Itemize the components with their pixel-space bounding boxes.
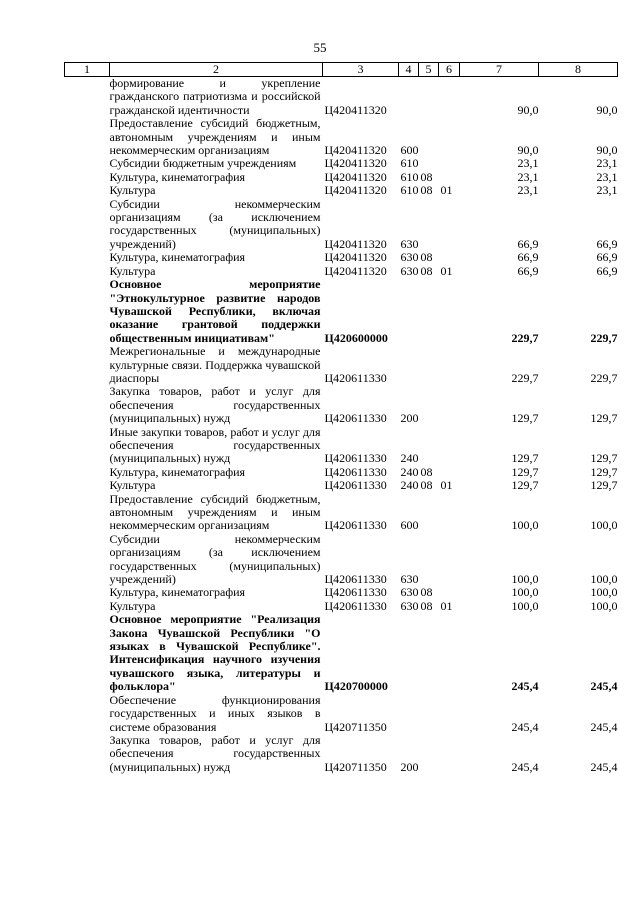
row-section: 08 (420, 263, 433, 278)
row-name: Культура (109, 183, 156, 198)
row-spacer (65, 184, 110, 197)
row-spacer (65, 493, 110, 533)
row-expense-type: 240 (400, 464, 419, 479)
table-row (65, 533, 618, 587)
row-code: Ц420611330 (324, 598, 387, 613)
row-expense-type (399, 77, 419, 118)
row-name: Предоставление субсидий бюджетным, автономным учреждениям и иным некоммерческим организациям (109, 491, 321, 533)
row-spacer (65, 251, 110, 264)
row-spacer (65, 77, 110, 118)
row-expense-type: 630 (400, 585, 419, 600)
row-name: Культура (109, 263, 156, 278)
row-amount-col7: 100,0 (511, 572, 539, 587)
row-expense-type: 610 (400, 183, 419, 198)
row-section (419, 77, 439, 118)
row-subsection (439, 694, 460, 734)
row-code: Ц420611330 (324, 451, 387, 466)
row-name: Обеспечение функционирования государственных и иных языков в системе образования (109, 692, 321, 734)
row-name: Культура (109, 478, 156, 493)
row-expense-type (399, 345, 419, 385)
row-spacer (65, 586, 110, 599)
table-row (65, 251, 618, 264)
row-amount-col7: 129,7 (511, 478, 539, 493)
row-amount-col7: 66,9 (517, 250, 539, 265)
row-expense-type (399, 694, 419, 734)
row-amount-col8: 245,4 (590, 719, 618, 734)
row-amount-col8: 100,0 (590, 518, 618, 533)
table-row (65, 734, 618, 774)
row-expense-type (399, 613, 419, 693)
row-expense-type: 630 (400, 236, 419, 251)
row-expense-type: 600 (400, 143, 419, 158)
column-header-2: 2 (110, 63, 323, 77)
row-amount-col8: 129,7 (590, 451, 618, 466)
row-section: 08 (420, 585, 433, 600)
row-amount-col8: 23,1 (596, 169, 618, 184)
row-name: Основное мероприятие "Реализация Закона Чувашской Республики "О языках в Чувашской Республике". Интенсификация научного изучения чувашского языка, литературы и фольклора" (109, 612, 321, 694)
row-amount-col8: 23,1 (596, 156, 618, 171)
row-amount-col8: 90,0 (596, 143, 618, 158)
table-row (65, 198, 618, 252)
row-expense-type: 630 (400, 263, 419, 278)
row-section (419, 117, 439, 157)
row-section: 08 (420, 478, 433, 493)
row-amount-col8: 66,9 (596, 263, 618, 278)
row-section (419, 385, 439, 425)
row-amount-col8: 229,7 (590, 370, 618, 385)
row-code: Ц420611330 (324, 464, 387, 479)
row-subsection (439, 77, 460, 118)
row-subsection (439, 426, 460, 466)
table-row (65, 385, 618, 425)
row-subsection (439, 533, 460, 587)
row-code: Ц420600000 (324, 330, 388, 345)
row-subsection (439, 117, 460, 157)
row-code: Ц420711350 (324, 759, 387, 774)
row-subsection (439, 613, 460, 693)
row-amount-col7: 245,4 (511, 719, 539, 734)
row-spacer (65, 345, 110, 385)
row-code: Ц420411320 (324, 236, 387, 251)
row-code: Ц420711350 (324, 719, 387, 734)
row-amount-col8: 66,9 (596, 250, 618, 265)
page-number: 55 (313, 40, 327, 55)
column-header-7: 7 (460, 63, 539, 77)
row-amount-col7: 129,7 (511, 411, 539, 426)
row-code: Ц420411320 (324, 250, 387, 265)
row-expense-type (399, 278, 419, 345)
row-spacer (65, 600, 110, 613)
row-code: Ц420411320 (324, 263, 387, 278)
row-amount-col8: 66,9 (596, 236, 618, 251)
table-row (65, 694, 618, 734)
row-subsection (439, 157, 460, 170)
row-name: Основное мероприятие "Этнокультурное развитие народов Чувашской Республики, включая оказание грантовой поддержки общественным инициативам" (109, 277, 321, 345)
row-subsection (439, 734, 460, 774)
row-subsection (439, 493, 460, 533)
row-name: Закупка товаров, работ и услуг для обеспечения государственных (муниципальных) нужд (109, 384, 321, 426)
row-spacer (65, 466, 110, 479)
row-amount-col7: 100,0 (511, 598, 539, 613)
row-section (419, 198, 439, 252)
row-expense-type: 240 (400, 451, 419, 466)
row-section (419, 493, 439, 533)
row-spacer (65, 385, 110, 425)
table-row (65, 171, 618, 184)
row-amount-col8: 129,7 (590, 411, 618, 426)
table-header (65, 63, 618, 77)
row-expense-type: 610 (400, 169, 419, 184)
header-row (65, 63, 618, 77)
row-amount-col8: 129,7 (590, 478, 618, 493)
row-amount-col7: 66,9 (517, 236, 539, 251)
row-amount-col7: 66,9 (517, 263, 539, 278)
row-amount-col7: 90,0 (517, 143, 539, 158)
row-amount-col8: 100,0 (590, 585, 618, 600)
table-row (65, 493, 618, 533)
row-expense-type: 610 (400, 156, 419, 171)
row-amount-col8: 100,0 (590, 598, 618, 613)
row-amount-col7: 245,4 (511, 759, 539, 774)
row-subsection: 01 (440, 598, 453, 613)
row-name: формирование и укрепление гражданского патриотизма и российской гражданской идентичности (109, 76, 321, 117)
row-subsection (439, 345, 460, 385)
row-name: Культура, кинематография (109, 250, 246, 265)
row-amount-col8: 23,1 (596, 183, 618, 198)
row-code: Ц420611330 (324, 572, 387, 587)
row-section: 08 (420, 169, 433, 184)
row-amount-col8: 100,0 (590, 572, 618, 587)
row-name: Субсидии некоммерческим организациям (за исключением государственных (муниципальных) учреждений) (109, 196, 321, 251)
row-name: Межрегиональные и международные культурные связи. Поддержка чувашской диаспоры (109, 344, 321, 385)
row-amount-col7: 245,4 (511, 679, 539, 694)
row-amount-col8: 90,0 (596, 102, 618, 117)
row-code: Ц420411320 (324, 183, 387, 198)
row-section: 08 (420, 250, 433, 265)
row-expense-type: 200 (400, 411, 419, 426)
row-name: Культура, кинематография (109, 464, 246, 479)
row-spacer (65, 426, 110, 466)
row-amount-col7: 229,7 (511, 330, 539, 345)
row-subsection: 01 (440, 263, 453, 278)
row-name: Субсидии бюджетным учреждениям (109, 156, 297, 171)
row-section (419, 426, 439, 466)
row-subsection (439, 385, 460, 425)
table-row (65, 345, 618, 385)
row-subsection (439, 198, 460, 252)
row-code: Ц420700000 (324, 679, 388, 694)
row-subsection (439, 586, 460, 599)
row-code: Ц420411320 (324, 156, 387, 171)
table-row (65, 157, 618, 170)
column-header-1: 1 (65, 63, 110, 77)
row-amount-col7: 23,1 (517, 169, 539, 184)
row-expense-type: 630 (400, 250, 419, 265)
row-amount-col8: 245,4 (590, 679, 618, 694)
row-name: Иные закупки товаров, работ и услуг для обеспечения государственных (муниципальных) нужд (109, 424, 321, 466)
row-spacer (65, 265, 110, 278)
row-spacer (65, 198, 110, 252)
row-section (419, 734, 439, 774)
row-code: Ц420611330 (324, 478, 387, 493)
row-amount-col8: 229,7 (590, 330, 618, 345)
table-row (65, 466, 618, 479)
row-name: Субсидии некоммерческим организациям (за исключением государственных (муниципальных) учреждений) (109, 531, 321, 587)
row-amount-col7: 129,7 (511, 464, 539, 479)
table-row (65, 586, 618, 599)
column-header-3: 3 (323, 63, 399, 77)
table-row (65, 184, 618, 197)
row-section (419, 157, 439, 170)
row-code: Ц420611330 (324, 518, 387, 533)
row-section: 08 (420, 183, 433, 198)
row-amount-col8: 129,7 (590, 464, 618, 479)
budget-table (64, 62, 618, 774)
table-row (65, 117, 618, 157)
table-row (65, 613, 618, 693)
row-code: Ц420411320 (324, 102, 387, 117)
row-spacer (65, 117, 110, 157)
row-spacer (65, 171, 110, 184)
row-subsection: 01 (440, 183, 453, 198)
row-spacer (65, 479, 110, 492)
row-expense-type: 630 (400, 598, 419, 613)
row-amount-col7: 100,0 (511, 518, 539, 533)
row-subsection: 01 (440, 478, 453, 493)
row-section (419, 613, 439, 693)
table-row (65, 278, 618, 345)
row-spacer (65, 613, 110, 693)
row-code: Ц420611330 (324, 370, 387, 385)
row-code: Ц420411320 (324, 169, 387, 184)
column-header-8: 8 (539, 63, 618, 77)
row-amount-col7: 100,0 (511, 585, 539, 600)
row-spacer (65, 157, 110, 170)
row-expense-type: 600 (400, 518, 419, 533)
row-amount-col7: 229,7 (511, 370, 539, 385)
table-row (65, 77, 618, 118)
table-body (65, 77, 618, 775)
row-subsection (439, 171, 460, 184)
row-name: Культура (109, 598, 156, 613)
row-amount-col7: 23,1 (517, 183, 539, 198)
row-spacer (65, 278, 110, 345)
row-amount-col7: 23,1 (517, 156, 539, 171)
row-name: Культура, кинематография (109, 169, 246, 184)
table-row (65, 265, 618, 278)
table-row (65, 479, 618, 492)
row-section: 08 (420, 598, 433, 613)
row-section (419, 533, 439, 587)
row-section: 08 (420, 464, 433, 479)
row-amount-col8: 245,4 (590, 759, 618, 774)
row-section (419, 278, 439, 345)
row-subsection (439, 278, 460, 345)
column-header-4: 4 (399, 63, 419, 77)
row-code: Ц420411320 (324, 143, 387, 158)
row-spacer (65, 734, 110, 774)
row-name: Культура, кинематография (109, 585, 246, 600)
row-code: Ц420611330 (324, 585, 387, 600)
row-expense-type: 200 (400, 759, 419, 774)
column-header-5: 5 (419, 63, 439, 77)
row-expense-type: 630 (400, 572, 419, 587)
table-row (65, 426, 618, 466)
row-section (419, 345, 439, 385)
row-subsection (439, 251, 460, 264)
table-row (65, 600, 618, 613)
column-header-6: 6 (439, 63, 460, 77)
row-amount-col7: 129,7 (511, 451, 539, 466)
row-code: Ц420611330 (324, 411, 387, 426)
row-spacer (65, 694, 110, 734)
row-name: Предоставление субсидий бюджетным, автономным учреждениям и иным некоммерческим организациям (109, 116, 321, 158)
row-spacer (65, 533, 110, 587)
row-expense-type: 240 (400, 478, 419, 493)
row-name: Закупка товаров, работ и услуг для обеспечения государственных (муниципальных) нужд (109, 732, 321, 774)
row-section (419, 694, 439, 734)
row-subsection (439, 466, 460, 479)
row-amount-col7: 90,0 (517, 102, 539, 117)
